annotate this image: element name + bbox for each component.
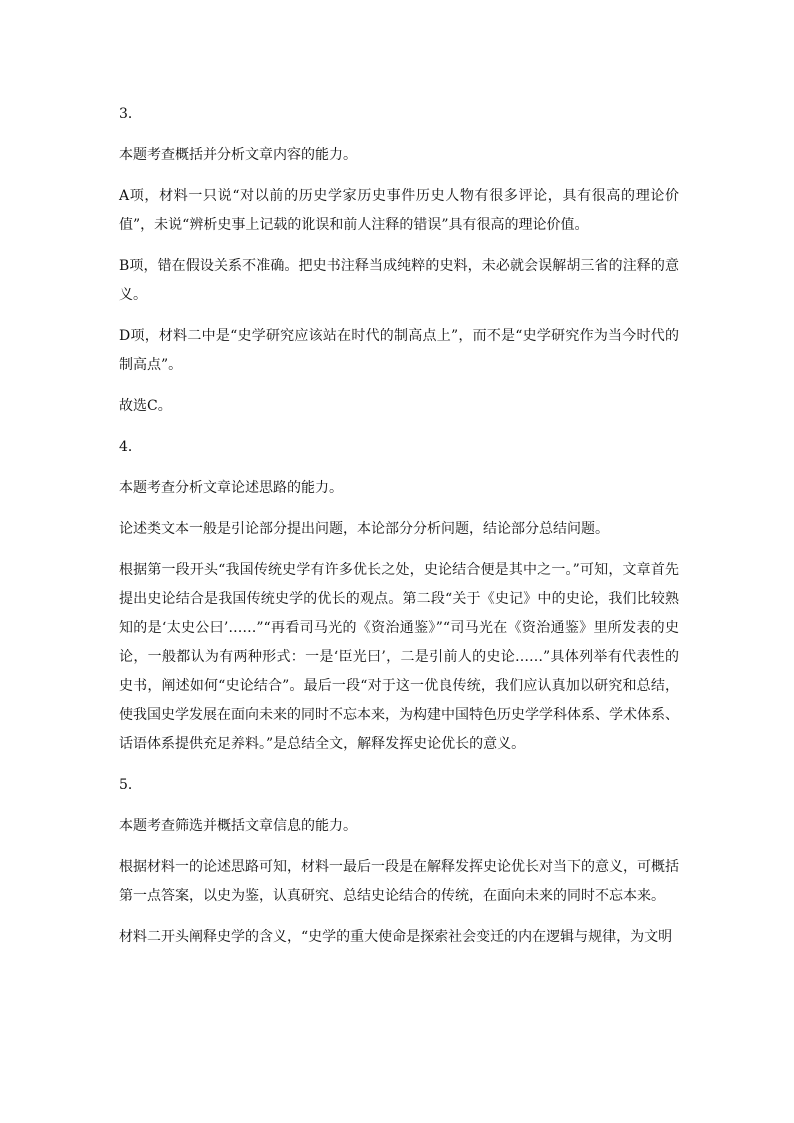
answer-line: 故选C。 xyxy=(119,398,172,414)
document-body xyxy=(119,100,679,964)
paragraph: 根据第一段开头“我国传统史学有许多优长之处，史论结合便是其中之一。”可知，文章首先提出史论结合是我国传统史学的优长的观点。第二段“关于《史记》中的史论，我们比较熟知的是‘太史公曰’……”“再看司马光的《资治通鉴》”“司马光在《资治通鉴》里所发表的史论，一般都认为有两种形式：一是‘臣光曰’，二是引前人的史论……”具体列举有代表性的史书，阐述如何“史论结合”。最后一段“对于这一优良传统，我们应认真加以研究和总结，使我国史学发展在面向未来的同时不忘本来，为构建中国特色历史学学科体系、学术体系、话语体系提供充足养料。”是总结全文，解释发挥史论优长的意义。 xyxy=(119,562,679,752)
paragraph: D项，材料二中是“史学研究应该站在时代的制高点上”，而不是“史学研究作为当今时代的制高点”。 xyxy=(119,328,679,373)
paragraph: 本题考查筛选并概括文章信息的能力。 xyxy=(119,818,357,834)
paragraph: 论述类文本一般是引论部分提出问题，本论部分分析问题，结论部分总结问题。 xyxy=(119,521,609,537)
paragraph: 根据材料一的论述思路可知，材料一最后一段是在解释发挥史论优长对当下的意义，可概括第一点答案，以史为鉴，认真研究、总结史论结合的传统，在面向未来的同时不忘本来。 xyxy=(119,859,679,904)
question-number-3: 3． xyxy=(119,106,142,122)
question-number-4: 4． xyxy=(119,439,142,455)
paragraph: A项，材料一只说“对以前的历史学家历史事件历史人物有很多评论，具有很高的理论价值”，未说“辨析史事上记载的讹误和前人注释的错误”具有很高的理论价值。 xyxy=(119,188,679,233)
paragraph: B项，错在假设关系不准确。把史书注释当成纯粹的史料，未必就会误解胡三省的注释的意义。 xyxy=(119,258,679,303)
paragraph: 材料二开头阐释史学的含义，“史学的重大使命是探索社会变迁的内在逻辑与规律，为文明 xyxy=(119,929,673,945)
paragraph: 本题考查分析文章论述思路的能力。 xyxy=(119,480,343,496)
question-number-5: 5． xyxy=(119,777,142,793)
paragraph: 本题考查概括并分析文章内容的能力。 xyxy=(119,147,357,163)
